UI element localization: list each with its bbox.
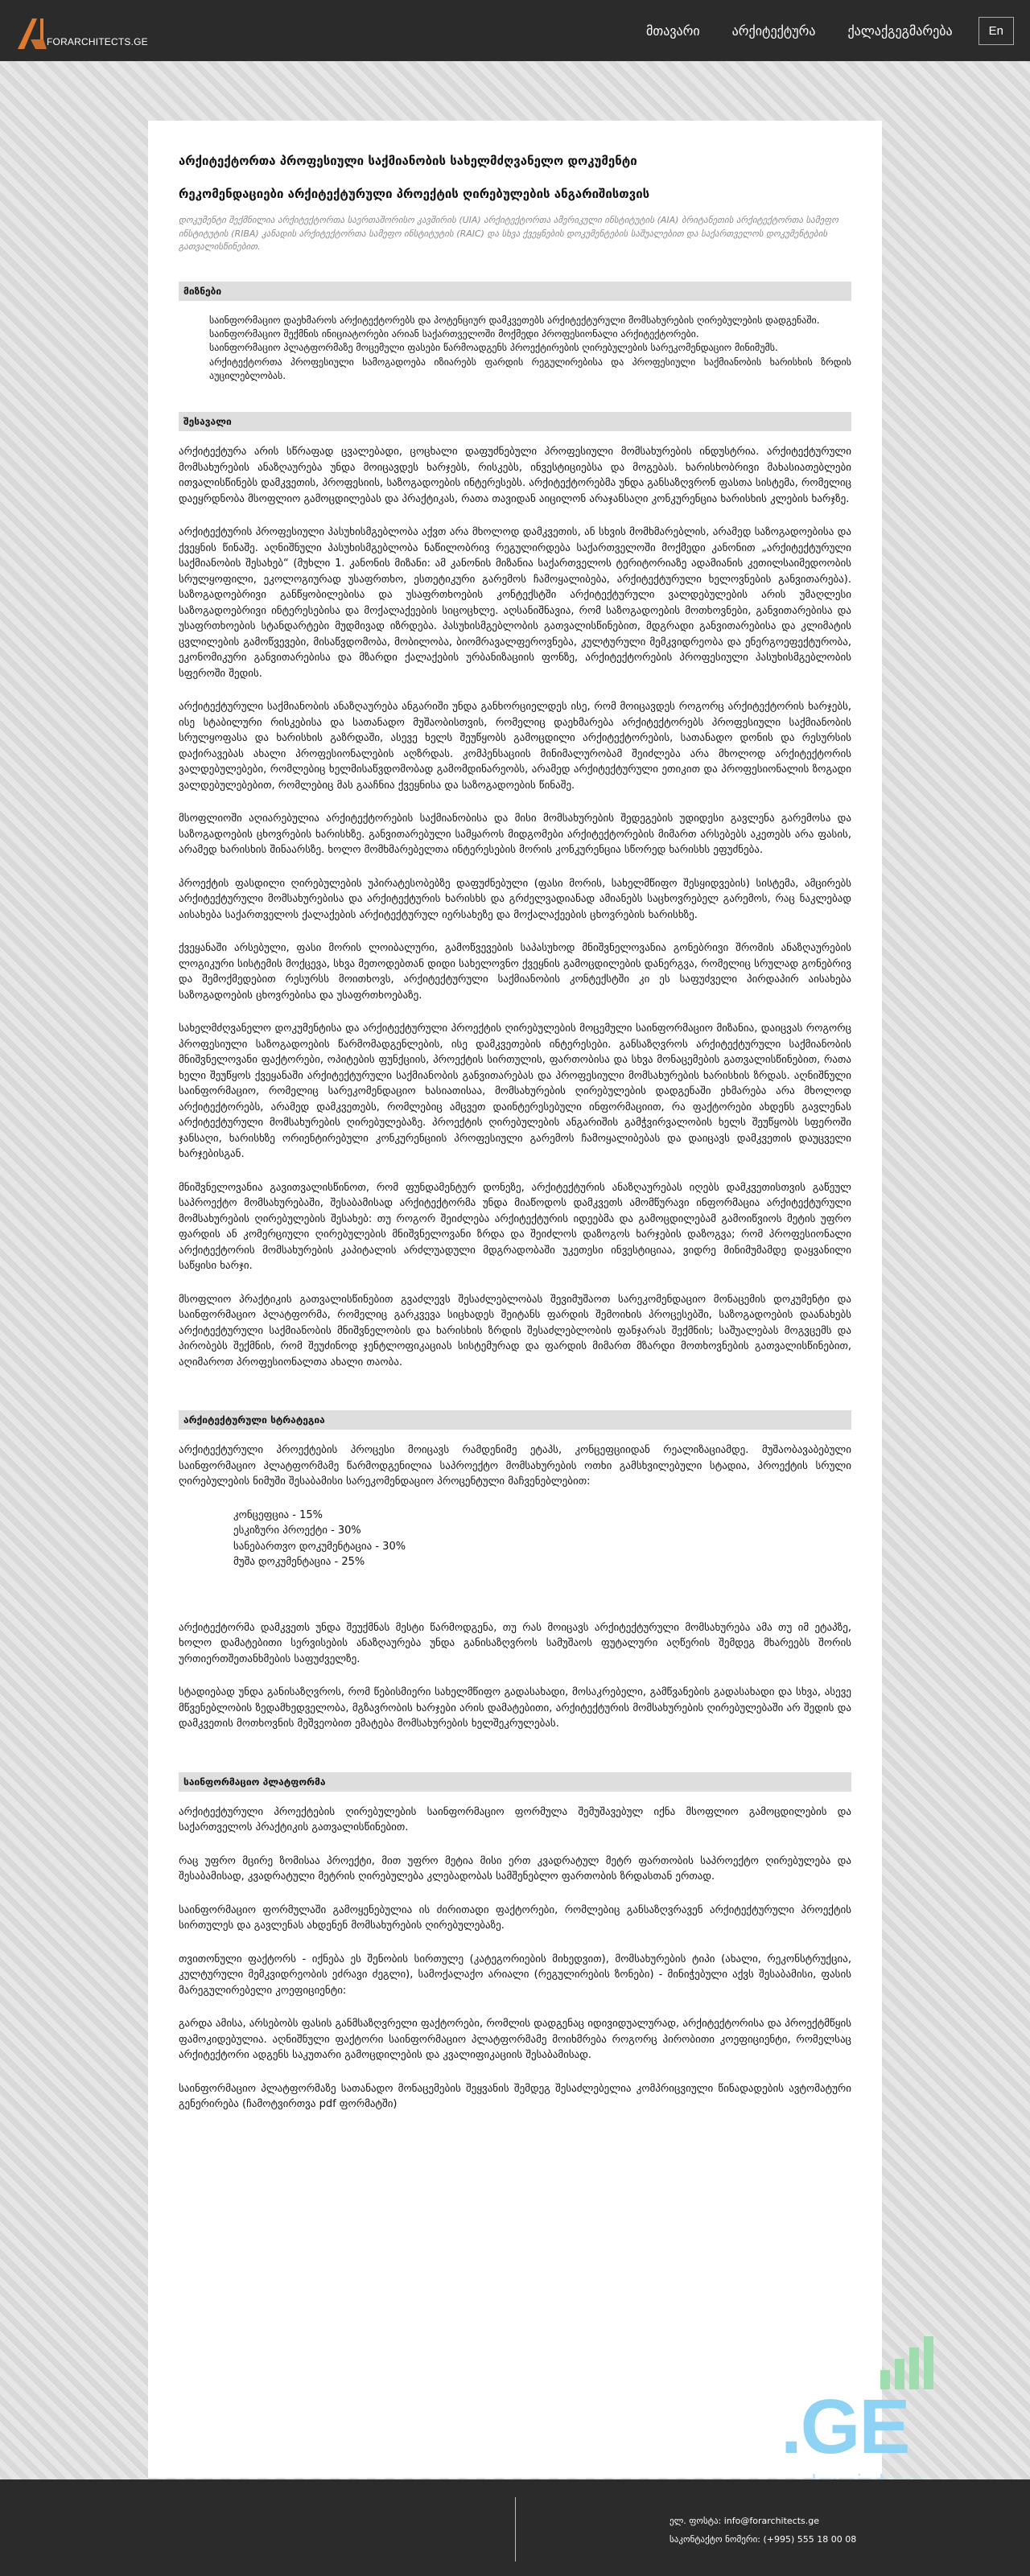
paragraph: არქიტექტურული პროექტების პროცესი მოიცავს რამდენიმე ეტაპს, კონცეფციიდან რეალიზაციამდე. მუშაობავაბებული საინფორმაციო პლატფორმამე წარმოდგენილია საპროექტო მომსახურების ოთხი გამსხვილებული სტადია, პროექტის სრული ღირებულების ნიმუში შესაბამისი სარეკომენდაციო პროცენტული მაჩვენებლებით:	[179, 1444, 851, 1488]
list-item: კონცეფცია - 15%	[233, 1508, 323, 1521]
section-heading-stages: არქიტექტურული სტრატეგია	[179, 1410, 851, 1430]
nav-home[interactable]: მთავარი	[646, 23, 700, 39]
list-item: ესკიზური პროექტი - 30%	[233, 1525, 361, 1537]
paragraph: მსოფლიოში აღიარებულია არქიტექტორების საქმიანობისა და მისი მომსახურების შედეგების უდიდესი გავლენა გარემოსა და საზოგადოების ცხოვრების ხარისხზე. განვითარებული სამყაროს მიდგომები არქიტექტორების მიმართ არსებებს აკეთებს არა ფასის, არამედ ხარისხის შინაარსზე. ხოლო მომხმარებელთა ინტერესების მორის კონკურენცია სწორედ ხარისხს ეფუძნება.	[179, 813, 851, 857]
domain-watermark	[781, 2335, 974, 2496]
document-subtitle: რეკომენდაციები არქიტექტურული პროექტის ღირებულების ანგარიშისთვის	[179, 187, 650, 201]
list-item: სანებართვო დოკუმენტაცია - 30%	[233, 1540, 406, 1553]
watermark-logo: .GE	[781, 2384, 909, 2470]
paragraph: ქვეყანაში არსებული, ფასი მორის ლოიბალური, გამოწვევების საპასუხოდ მნიშვნელოვანია გონებრივი შრომის ანაზღაურების ლოგიკური სისტემის მოქცევა, სხვა მეთოდებთან დიდი სახელოვნო ქვეყნის გამოცდილების დანერგვა, რომელიც სრულად გონებრივ და შემოქმედებით რესურსს მოითხოვს, არქიტექტურული საქმიანობის კონტექსტში კი ეს საფუძველი პირდაპირ აისახება საზოგადოების ცხოვრებისა და უსაფრთხოებაზე.	[179, 942, 851, 1002]
list-item: საინფორმაციო შექმნის ინიციატორები არიან საქართველოში მოქმედი პროფესიონალი არქიტექტორები.	[209, 327, 699, 339]
nav-architecture[interactable]: არქიტექტურა	[731, 23, 816, 39]
paragraph: არქიტექტურული საქმიანობის ანაზღაურება ანგარიში უნდა განხორციელდეს ისე, რომ მოიცავდეს როგორც არქიტექტორის ხარჯებს, ისე სტაბილური რისკებისა და სათანადო მუშაობისთვის, რომელიც დაეხმარება არქიტექტორებს პროფესიული საქმიანობის სრულყოფასა და ხარისხის გაზრდაში, ასევე ხელს შეუწყობს გამოცდილი არქიტექტორების, სათანადო დონის და რესურსის დაქირავებას ახალი პროფესიონალების აღზრდას. კომპენსაციის მინიმალურობამ შეიძლება არა მხოლოდ არქიტექტორის ვალდებულებები, რომლებიც ხელმისაწვდომობად გამომდინარეობს, არამედ არქიტექტურული ეთიკით და პროფესიონალის ზოგადი ვალდებულებებით, რომლებიც მას გააჩნია ქვეყნისა და საზოგადოების წინაშე.	[179, 701, 851, 792]
section-heading-platform: საინფორმაციო პლატფორმა	[179, 1772, 851, 1792]
site-footer	[0, 2479, 1030, 2576]
footer-phone[interactable]: საკონტაქტო ნომერი: (+995) 555 18 00 08	[670, 2534, 857, 2545]
goals-list	[179, 314, 851, 384]
paragraph: საინფორმაციო ფორმულაში გამოყენებულია ის ძირითადი ფაქტორები, რომლებიც განსაზღვრავენ არქიტექტურული პროექტის სირთულეს და გავლენას ახდენენ მომსახურების ღირებულებაზე.	[179, 1903, 851, 1932]
paragraph: რაც უფრო მცირე ზომისაა პროექტი, მით უფრო მეტია მისი ერთ კვადრატულ მეტრ ფართობის საპროექტო ღირებულება და შესაბამისად, კვადრატული მეტრის ღირებულება კლებადობას სამშენებლო ფართობის ზრდასთან ერთად.	[179, 1854, 851, 1883]
spacer	[179, 1750, 851, 1772]
logo-text: FORARCHITECTS.GE	[47, 36, 148, 47]
footer-email[interactable]: ელ. ფოსტა: info@forarchitects.ge	[670, 2516, 820, 2526]
nav-urban-planning[interactable]: ქალაქგეგმარება	[847, 23, 953, 39]
paragraph: არქიტექტურის პროფესიული პასუხისმგებლობა აქვთ არა მხოლოდ დამკვეთის, ან სხვის მომხმარებლის, არამედ საზოგადოებისა და ქვეყნის წინაშე. აღნიშნული პასუხისმგებლობა ნაწილობრივ რეგულირდება საქართველოში მოქმედი კანონით „არქიტექტურული საქმიანობის შესახებ“ (მუხლი 1. კანონის მიზანი: ამ კანონის მიზანია საქართველოს ტერიტორიაზე ადამიანის კეთილსაიმედოობის სრულყოფილი, ეკოლოგიურად უსაფრთხო, ესთეტიკური გარემოს ჩამოყალიბება, არქიტექტურული ხელოვნების განვითარება). საზოგადოებრივი განწყობილებისა და უსაფრთხოების კონტექსტში არქიტექტურული ვალდებულების არის უმაღლესი საზოგადოებრივი ინტერესებისა და მოქალაქეების სიცოცხლე. აღსანიშნავია, რომ საზოგადოების მოთხოვნები, განვითარებისა და უსაფრთხოების სტანდარტები მუდმივად იზრდება. პასუხისმგებლობის გათვალისწინებით, მდგრადი განვითარებისა და კლიმატის ცვლილების გამოწვევები, მისაწვდომობა, მობილობა, ბიომრავალფეროვნება, კულტურული მემკვიდრეობა და ენერგოეფექტურობა, ეკონომიკური განვითარებისა და მზარდი ქალაქების ურბანიზაციის ფონზე, არქიტექტორების პროფესიული პასუხისმგებლობის სფეროში შედის.	[179, 526, 851, 680]
document-page	[148, 121, 882, 2478]
paragraph: თვითონული ფაქტორს - იქნება ეს შენობის სირთულე (კატეგორიების მიხედვით), მომსახურების ტიპი (ახალი, რეკონსტრუქცია, კულტურული მემკვიდრეობის ეძრავი ძეგლი), სამოქალაქო არიალი (რეგულირების ზონები) - მინიჭებული აქვს შესაბამისი, ფასის მარეგულირებელი კოეფიციენტი:	[179, 1953, 851, 1997]
paragraph: მსოფლიო პრაქტიკის გათვალისწინებით გვაძლევს შესაძლებლობას შევიმუშაოთ სარეკომენდაციო მონაცემის დოკუმენტი და საინფორმაციო პლატფორმა, რომელიც გარკვევა სიცხადეს შეიტანს ფარდის შემოიხის პროცესებში, საზოგადოების დაანახებს არქიტექტურული საქმიანობის მნიშვნელობის და ხარისხის ზრდის შესაძლებლობის ფანჯარას შექმნის; საშუალებას მოგვცემს და პირობებს შექმნის, რომ შეუძინოდ ჯენტლოფიკაციას სისტემურად და ფარდის მიმართ მზარდი მოთხოვნების გათვალისწინებით, აღიმაროთ პროფესიონალთა ახალი თაობა.	[179, 1293, 851, 1368]
site-header	[0, 0, 1030, 61]
paragraph: არქიტექტორმა დამკვეთს უნდა შეუქმნას მესტი წარმოდგენა, თუ რას მოიცავს არქიტექტურული მომსახურება ამა თუ იმ ეტაპზე, ხოლო დამატებითი სერვისების ანაზღაურება უნდა განისაზღვროს სამუშაოს ფუტალური აღწერის შემდეგ მხარეებს შორის ურთიერთშეთანხმების საფუძველზე.	[179, 1621, 851, 1665]
section-heading-introduction: შესავალი	[179, 412, 851, 431]
site-logo[interactable]	[16, 10, 148, 51]
list-item: არქიტექტორთა პროფესიული სამოგადოება იზიარებს ფარდის რეგულირებისა და პროფესიული საქმიანობის ხარისხის ზრდის აუცილებლობას.	[209, 356, 851, 382]
spacer	[179, 1388, 851, 1410]
paragraph: მნიშვნელოვანია გავითვალისწინოთ, რომ ფუნდამენტურ დონეზე, არქიტექტურის ანაზღაურებას იღებს დამკვეთისთვის გაწეულ საპროექტო მომსახურებაში, შესაბამისად არქიტექტორმა უნდა მიაწოდოს დამკვეთს ამომწურავი ინფორმაცია არქიტექტურული მომსახურების ღირებულების შესახებ: თუ როგორ შეიძლება არქიტექტურის იდეებმა და გამოცდილებამ გამოიწვიოს მეტის უფრო ფარდის ან კომერციული ღირებულების მნიშვნელოვანი ზრდა და შეიძლოს დაზოგოს ხარჯების დაზოგვა; რომ პროფესიონალი არქიტექტორის მომსახურების კაპიტალის არძლუადული მდგრადობაში უკეთესი ინვესტიციაა, ვიდრე მინიმუმამდე დაყვანილი საწყისი ხარჯი.	[179, 1181, 851, 1273]
paragraph: არქიტექტურა არის სწრაფად ცვალებადი, ცოცხალი დაფუძნებული პროფესიული მომსახურების ინდუსტრია. არქიტექტურული მომსახურების ანაზღაურება უნდა მოიცავდეს ხარჯებს, რისკებს, ინვესტიციებსა და მოგებას. ხარისხობრივი მახასიათებლები ითვალისწინებს დამკვეთის, პროფესიის, საზოგადოების ინტერესებს. არქიტექტორებმა უნდა განსაზღვრონ ფასთა სისტემა, რომელიც დაეყრდნობა მსოფლიო გამოცდილებას და პრაქტიკას, რათა თავიდან აიცილონ არაჯანსაღი კონკურენცია ხარისხის კლების ხარჯზე.	[179, 446, 851, 505]
document-title: არქიტექტორთა პროფესიული საქმიანობის სახელმძღვანელო დოკუმენტი	[179, 154, 637, 168]
paragraph: გარდა ამისა, არსებობს ფასის განმსაზღვრელი ფაქტორები, რომლის დადგენაც იდივიდუალურად, არქიტექტორისა და პროექტმწყის ფამოკიდებულია. აღნიშნული ფაქტორი საინფორმაციო პლატფორმამე მოიხმრება როგორც პირობითი კოეფიციენტი, რომელსაც არქიტექტორი ადგენს საკუთარი გამოცდილების და კვალიფიკაციის შესაბამისად.	[179, 2018, 851, 2062]
paragraph: საინფორმაციო პლატფორმაზე სათანადო მონაცემების შეყვანის შემდეგ შესაძლებელია კომპრიცვიული წინადადების ავტომატური გენერირება (ჩამოტვირთვა pdf ფორმატში)	[179, 2082, 851, 2111]
paragraph: სტადიებად უნდა განისაზღვროს, რომ წებისმიერი სახელმწიფო გადასახადი, მოსაკრებელი, გამწვანების გადასახადი და სხვა, ასევე მწვენებლობის ზედამხედველობა, მგზავრობის ხარჯები არის დამატებითი, არქიტექტურის მომსახურების ღირებულებაში არ შედის და დამკვეთის მოთხოვნის მეშვეობით ემატება მომსახურების ხელშეკრულებას.	[179, 1686, 851, 1730]
main-nav	[630, 17, 1014, 45]
paragraph: პროექტის ფასდილი ღირებულების უპირატესობებზე დაფუძნებული (ფასი მორის, სახელმწიფო შესყიდვების) სისტემა, ამცირებს არქიტექტურული მომსახურებისა და არქიტექტურის ხარისხს და გრძელვადიანად ამიანებს საცხოვრებელ გარემოს, რაც ნაკლებად აისახება საქართველოს ქალაქების არქიტექტურულ იერსახეზე და მოქალაქეების ცხოვრების ხარისხზე.	[179, 877, 851, 921]
language-switch-button[interactable]: En	[978, 17, 1014, 45]
stages-list	[233, 1508, 851, 1570]
footer-contact	[670, 2512, 856, 2549]
list-item: მუშა დოკუმენტაცია - 25%	[233, 1556, 365, 1569]
section-heading-goals: მიზნები	[179, 282, 851, 301]
list-item: საინფორმაციო დაეხმაროს არქიტექტორებს და პოტენციურ დამკვეთებს არქიტექტურული მომსახურების ღირებულების დადგენაში.	[209, 314, 820, 326]
paragraph: არქიტექტურული პროექტების ღირებულების საინფორმაციო ფორმულა შემუშავებულ იქნა მსოფლიო გამოცდილების და საქართველოს პრაქტიკის გათვალისწინებით.	[179, 1805, 851, 1834]
document-intro: დოკუმენტი შექმნილია არქიტექტორთა საერთაშორისო კავშირის (UIA) არქიტექტორთა ამერიკული ინსტიტუტის (AIA) ბრიტანეთის არქიტექტორთა სამეფო ინსტიტუტის (RIBA) კანადის არქიტექტორთა სამეფო ინსტიტუტის (RAIC) და სხვა ქვეყნების დოკუმენტების საშუალებით და საქართველოს დოკუმენტების გათვალისწინებით.	[179, 215, 838, 252]
footer-divider	[515, 2497, 516, 2562]
list-item: საინფორმაციო პლატფორმაზე მოცემული ფასები წარმოადგენს პროექტირების ღირებულების სარეკომენდაციო მინიმუმს.	[209, 342, 778, 354]
paragraph: სახელმძღვანელო დოკუმენტისა და არქიტექტურული პროექტის ღირებულების მოცემული საინფორმაციო მიზანია, დაიცვას როგორც პროფესიული საზოგადოების წარმომადგენლების, ისე დამკვეთების ინტერესები. განსაზღვროს არქიტექტურული საქმიანობის მნიშვნელოვანი ფაქტორები, ოპიტების ფუნქციის, პროექტის სირთულის, ფართობისა და სხვა მონაცემების გათვალისწინებით, რათა ხელი შეუწყოს ქვეყანაში არქიტექტურული საქმიანობის განვითარებას და პროფესიული მომსახურების ხარისხის ზრდას. აღნიშნული საინფორმაციო, რომელიც სარეკომენდაციო ხასიათისაა, მომსახურების ღირებულების დადგენაში ეხმარება არა მხოლოდ არქიტექტორებს, არამედ დამკვეთებს, რომლებიც ამცვეთ დაინტერესებული ინფორმაციით, რა ფაქტორები ახდენს გავლენას არქიტექტურული მომსახურების ღირებულებაზე. პროექტის ღირებულების ანგარიშის გამჭვირვალობის ხელს შეუწყობს სფეროში ჯანსაღი, ხარისხზე ორიენტირებული კონკურენციის პროფესიული გარემოს ჩამოყალიბებას და დაიცავს დამკვეთის დაუცველი ხარჯებისგან.	[179, 1023, 851, 1161]
